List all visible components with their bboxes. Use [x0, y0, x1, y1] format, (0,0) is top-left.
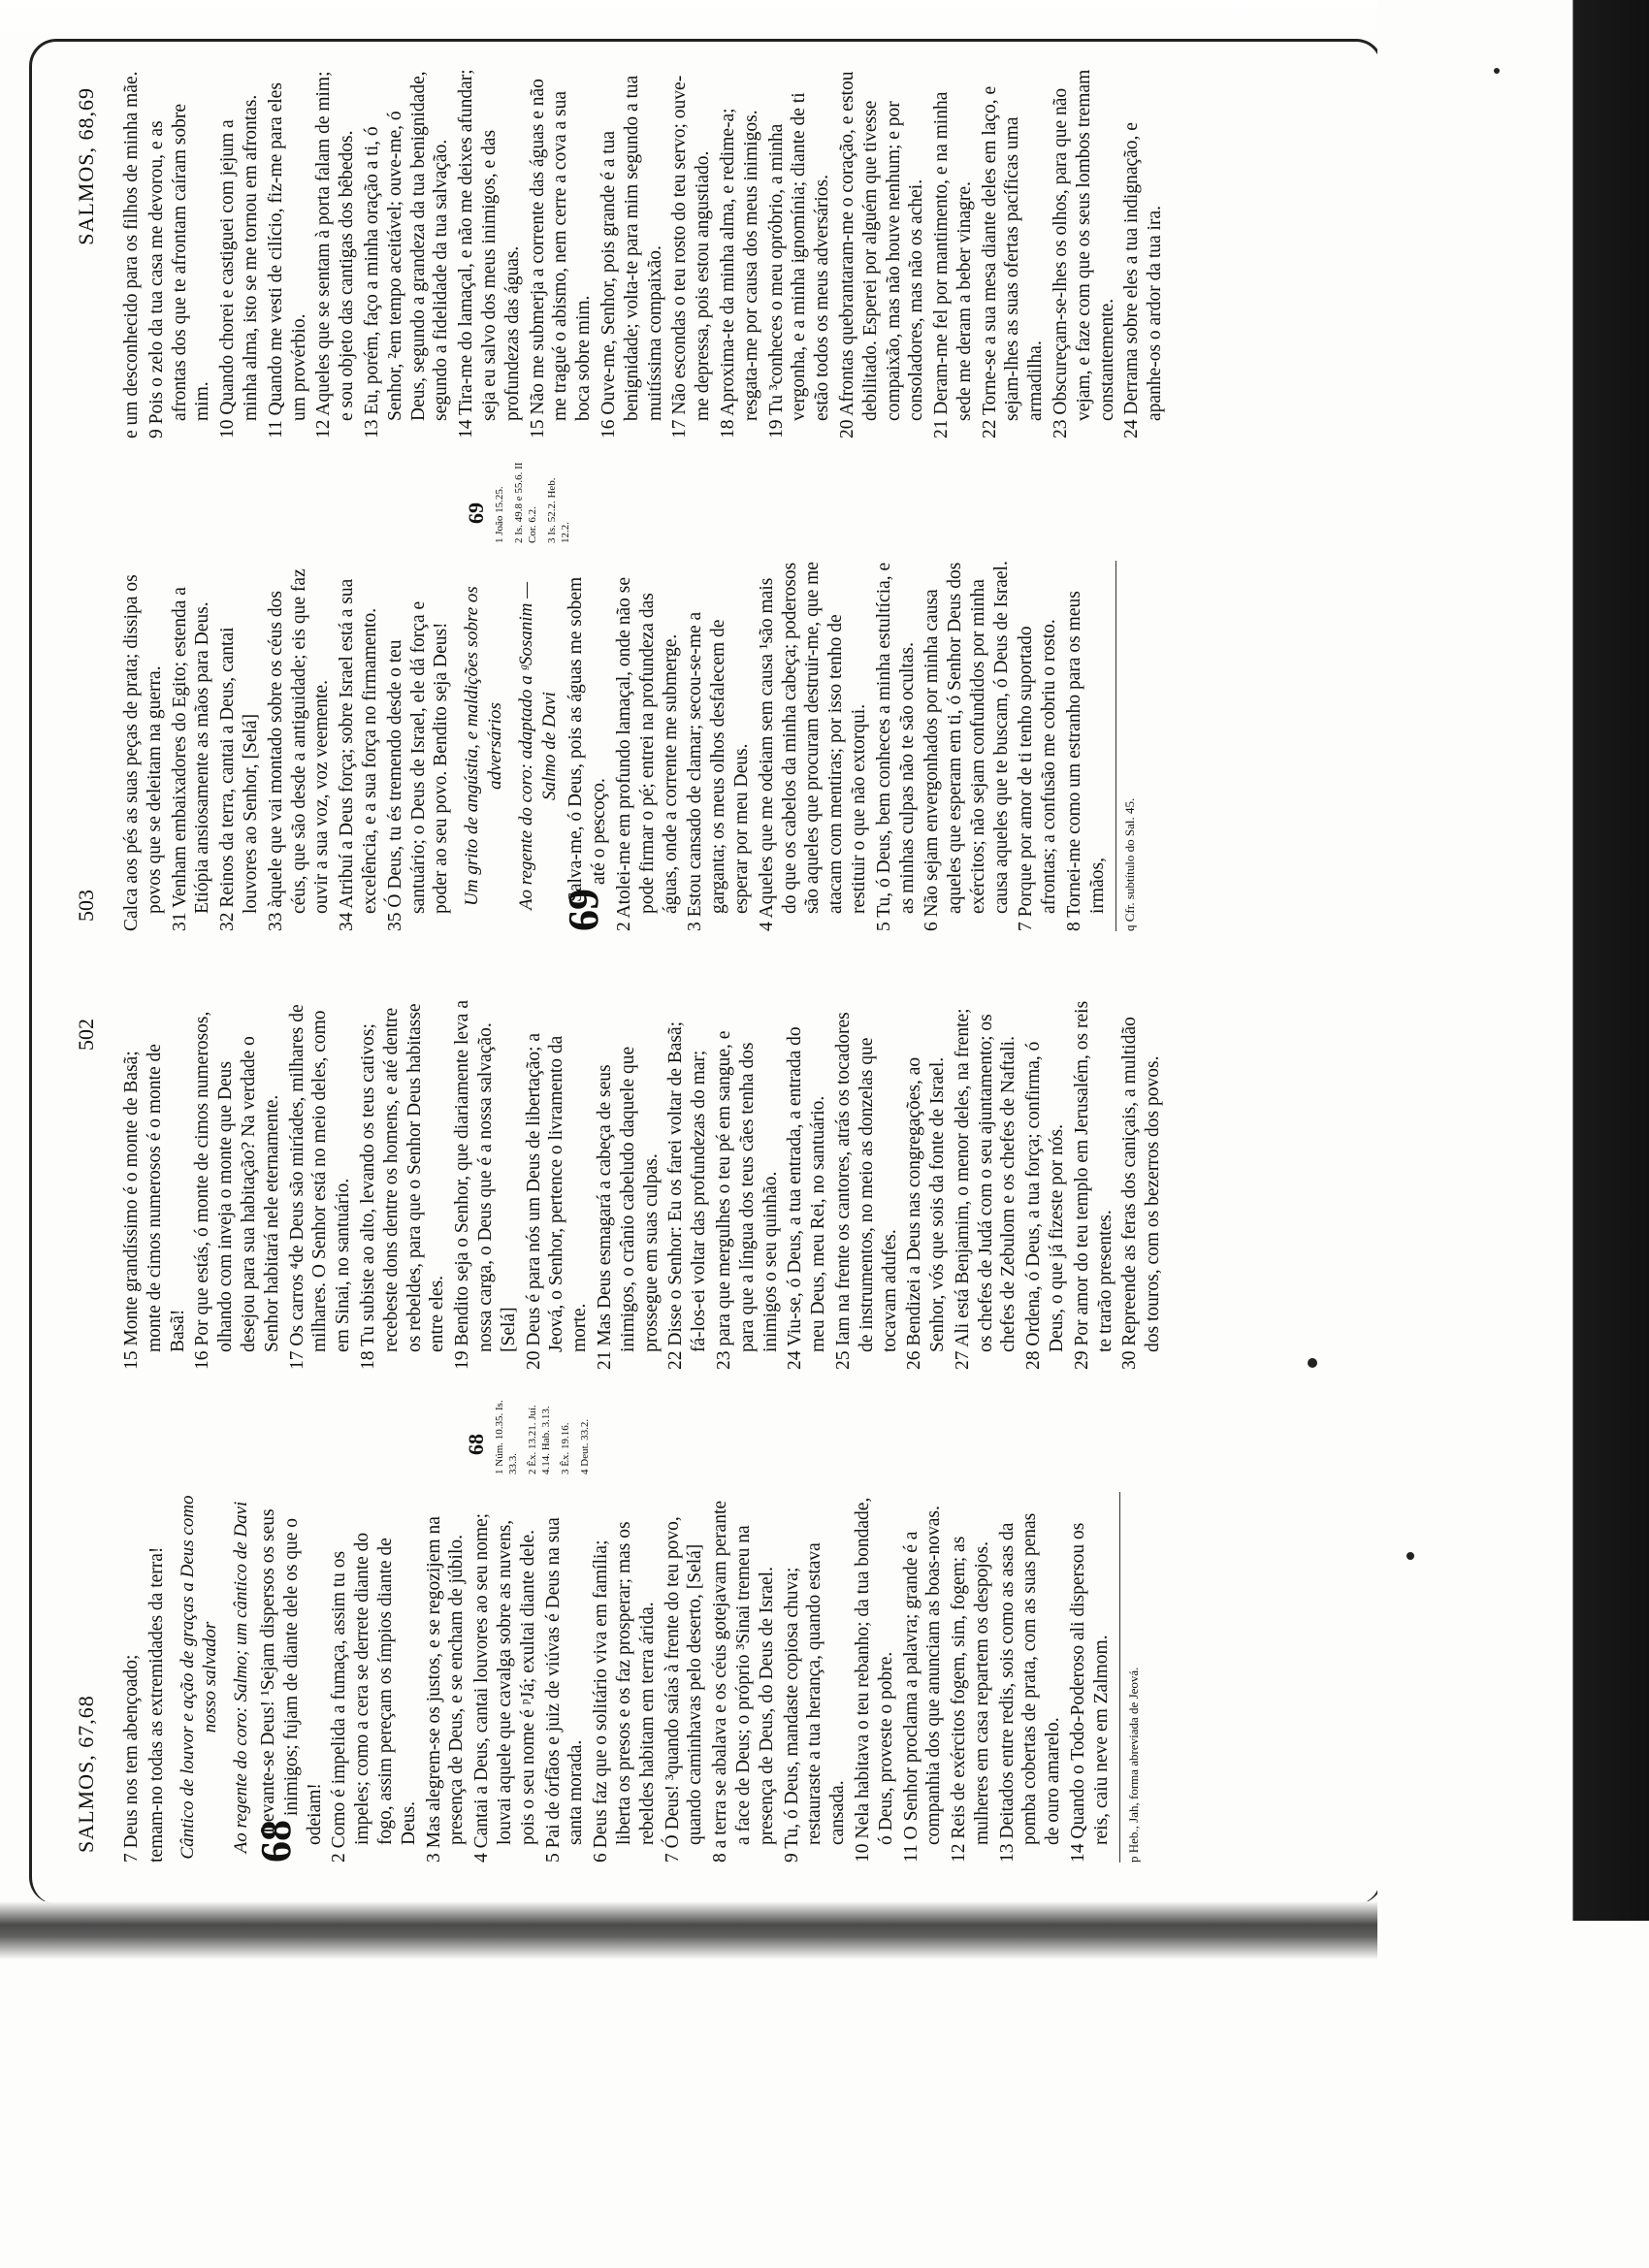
- verse: 20 Deus é para nós um Deus de libertação; a Jeová, o Senhor, pertence o livramento da morte.: [523, 1032, 591, 1370]
- left-running-title: SALMOS, 67,68: [74, 1695, 98, 1853]
- verse: 20 Afrontas quebrantaram-me o coração, e estou debilitado. Esperei por alguém que tivesse compaixão, mas não houve nenhum; e por consoladores, mas não os achei.: [836, 71, 927, 438]
- verse: 10 Quando chorei e castiguei com jejum a minha alma, isto se me tornou em afrontas.: [217, 94, 261, 438]
- verse: 24 Viu-se, ó Deus, a tua entrada, a entrada do meu Deus, meu Rei, no santuário.: [785, 1026, 829, 1370]
- verse: 32 Reinos da terra, cantai a Deus, cantai louvores ao Senhor, [Selá]: [217, 627, 261, 931]
- psalm-heading: Um grito de angústia, e maldições sobre os adversários: [462, 586, 505, 906]
- right-cross-references: [120, 456, 1377, 543]
- verse: e um desconhecido para os filhos de minha mãe.: [121, 71, 142, 438]
- verse: 4 Aqueles que me odeiam sem causa ¹são mais do que os cabelos da minha cabeça; poderosos são aqueles que procuram destruir-me, que me atacam com mentiras; por isso tenho de restituir o que não extorqui.: [756, 562, 869, 931]
- verse: temam-no todas as extremidades da terra!: [146, 1546, 167, 1863]
- verse: 12 Aqueles que se sentam à porta falam de mim; e sou objeto das cantigas dos bêbedos.: [313, 71, 358, 438]
- refs-psalm-number: 69: [464, 502, 488, 524]
- verse: 11 Quando me vesti de cilício, fiz-me para eles um provérbio.: [265, 82, 309, 438]
- footnote: p Heb., Jah, forma abreviada de Jeová.: [1119, 1492, 1146, 1863]
- left-page: [68, 980, 1387, 1892]
- verse: 9 Pois o zelo da tua casa me devorou, e as afrontas dos que te afrontam caíram sobre mim.: [146, 103, 213, 438]
- verse: 22 Torne-se a sua mesa diante deles em laço, e sejam-lhes as suas ofertas pacíficas uma armadilha.: [979, 85, 1047, 438]
- verse: 15 Não me submerja a corrente das águas e não me tragué o abismo, nem cerre a cova a sua boca sobre mim.: [527, 79, 595, 438]
- verse: 34 Atribuí a Deus força; sobre Israel está a sua excelência, e a sua força no firmamento.: [337, 578, 380, 931]
- cross-reference: 1 João 15.25.: [494, 486, 505, 543]
- verse: 28 Ordena, ó Deus, a tua força; confirma, ó Deus, o que já fizeste por nós.: [1023, 1041, 1068, 1370]
- left-column-1: [120, 1492, 1377, 1863]
- verse: 6 Deus faz que o solitário viva em família; liberta os presos e os faz prosperar; mas os rebeldes habitam em terra árida.: [591, 1521, 658, 1863]
- refs-psalm-number: 68: [464, 1434, 488, 1455]
- scan-speck: [1308, 1358, 1317, 1368]
- book-spine-shadow: [0, 1901, 1377, 1960]
- verse: 18 Aproxima-te da minha alma, e redime-a; resgata-me por causa dos meus inimigos.: [717, 108, 761, 438]
- verse: 3 Mas alegrem-se os justos, e se regozijem na presença de Deus, e se encham de júbilo.: [423, 1516, 468, 1863]
- verse: 11 O Senhor proclama a palavra; grande é a companhia dos que anunciam as boas-novas.: [900, 1506, 945, 1863]
- verse: 8 Tornei-me como um estranho para os meus irmãos,: [1064, 591, 1108, 931]
- right-running-title: SALMOS, 68,69: [74, 87, 98, 245]
- right-page-number: 503: [74, 890, 98, 922]
- verse: 2 Como é impelida a fumaça, assim tu os impeles; como a cera se derrete diante do fogo, assim pereçam os ímpios diante de Deus.: [329, 1532, 419, 1863]
- verse: 21 Mas Deus esmagará a cabeça de seus inimigos, o crânio cabeludo daquele que prossegue em suas culpas.: [594, 1046, 662, 1370]
- left-page-number: 502: [74, 1019, 98, 1051]
- verse: 19 Tu ³conheces o meu opróbrio, a minha vergonha, e a minha ignomínia; diante de ti estão todos os meus adversários.: [765, 92, 833, 438]
- verse: 12 Reis de exércitos fogem, sim, fogem; as mulheres em casa repartem os despojos.: [949, 1536, 992, 1863]
- verse: 16 Ouve-me, Senhor, pois grande é a tua benignidade; volta-te para mim segundo a tua muitíssima compaixão.: [598, 75, 665, 438]
- left-cross-references: [120, 1387, 1377, 1474]
- verse: 9 Tu, ó Deus, mandaste copiosa chuva; restauraste a tua herança, quando estava cansada.: [781, 1542, 849, 1863]
- verse: 69 Salva-me, ó Deus, pois as águas me sobem até o pescoço.: [560, 576, 610, 931]
- scan-speck: [1406, 1552, 1414, 1560]
- verse: 2 Atolei-me em profundo lamaçal, onde não se pode firmar o pé; entrei na profundeza das águas, onde a corrente me submerge.: [613, 577, 681, 931]
- right-page: [68, 49, 1387, 960]
- psalm-heading: Ao regente do coro: adaptado a ᵍSosanim — Salmo de Davi: [515, 581, 560, 911]
- verse: 27 Ali está Benjamim, o menor deles, na frente; os chefes de Judá com o seu ajuntamento; os chefes de Zebulom e os chefes de Naftali.: [952, 1008, 1019, 1370]
- footnote: q Cfr. subtítulo do Sal. 45.: [1116, 561, 1142, 931]
- scanner-bottom-right-blank: [1377, 1921, 1649, 2268]
- left-running-head: [68, 980, 107, 1892]
- verse: 8 a terra se abalava e os céus gotejavam perante a face de Deus; o próprio ³Sinai tremeu na presença de Deus, do Deus de Israel.: [710, 1500, 777, 1863]
- verse: 5 Tu, ó Deus, bem conheces a minha estultícia, e as minhas culpas não te são ocultas.: [873, 562, 918, 931]
- verse: 30 Repreende as feras dos caniçais, a multidão dos touros, com os bezerros dos povos.: [1119, 1017, 1164, 1370]
- verse: 25 Iam na frente os cantores, atrás os tocadores de instrumentos, no meio as donzelas que tocavam adufes.: [832, 1012, 900, 1370]
- rotated-book-spread: [68, 49, 1387, 1892]
- verse: 5 Pai de órfãos e juiz de viúvas é Deus na sua santa morada.: [542, 1517, 587, 1863]
- verse: Calca aos pés as suas peças de prata; dissipa os povos que se deleitam na guerra.: [121, 574, 165, 931]
- right-column-1: [120, 561, 1377, 931]
- verse: 15 Monte grandíssimo é o monte de Basã; monte de cimos numerosos é o monte de Basã!: [121, 1044, 188, 1370]
- verse: 17 Não escondas o teu rosto do teu servo; ouve-me depressa, pois estou angustiado.: [669, 75, 714, 438]
- scan-speck: [1494, 68, 1500, 74]
- right-running-head: [68, 49, 107, 960]
- verse: 7 Deus nos tem abençoado;: [121, 1654, 142, 1863]
- cross-reference: 1 Núm. 10.35. Is. 33.3.: [494, 1400, 519, 1474]
- verse: 19 Bendito seja o Senhor, que diariamente leva a nossa carga, o Deus que é a nossa salvação. [Selá]: [452, 1000, 519, 1370]
- psalm-heading: Cântico de louvor e ação de graças a Deus como nosso salvador: [177, 1495, 221, 1860]
- cross-reference: 4 Deut. 33.2.: [579, 1418, 591, 1474]
- verse: 13 Eu, porém, faço a minha oração a ti, ó Senhor, ²em tempo aceitável; ouve-me, ó Deus, segundo a grandeza da tua benignidade, segundo a fidelidade da tua salvação.: [361, 71, 452, 438]
- left-column-2: [120, 999, 1377, 1370]
- verse: 3 Estou cansado de clamar; secou-se-me a garganta; os meus olhos desfalecem de esperar por meu Deus.: [685, 611, 752, 931]
- verse: 14 Tira-me do lamaçal, e não me deixes afundar; seja eu salvo dos meus inimigos, e das profundezas das águas.: [456, 69, 523, 438]
- verse: 31 Venham embaixadores do Egito; estenda a Etiópia ansiosamente as mãos para Deus.: [169, 587, 213, 931]
- verse: 10 Nela habitava o teu rebanho; da tua bondade, ó Deus, proveste o pobre.: [852, 1497, 896, 1863]
- verse: 16 Por que estás, ó monte de cimos numerosos, olhando com inveja o monte que Deus desejou para sua habitação? Na verdade o Senhor habitará nele eternamente.: [192, 1011, 282, 1370]
- verse: 68 Levante-se Deus! ¹Sejam dispersos os seus inimigos; fujam de diante dele os que o odeiam!: [251, 1508, 325, 1863]
- cross-reference: 3 Êx. 19.16.: [560, 1422, 571, 1474]
- verse: 26 Bendizei a Deus nas congregações, ao Senhor, vós que sois da fonte de Israel.: [904, 1056, 949, 1370]
- psalm-number: 69: [560, 889, 608, 931]
- verse: 13 Deitados entre redis, sois como as asas da pomba cobertas de prata, com as suas penas de ouro amarelo.: [996, 1512, 1064, 1863]
- cross-reference: 2 Is. 49.8 e 55.6. II Cor. 6.2.: [513, 462, 538, 543]
- left-columns: [120, 999, 1377, 1863]
- cross-reference: 3 Is. 52.2. Heb. 12.2.: [546, 477, 571, 543]
- cross-reference: 2 Êx. 13.21. Juí. 4.14. Hab. 3.13.: [527, 1405, 552, 1474]
- verse: 14 Quando o Todo-Poderoso ali dispersou os reis, caiu neve em Zalmom.: [1068, 1522, 1112, 1863]
- verse: 4 Cantai a Deus, cantai louvores ao seu nome; louvai aquele que cavalga sobre as nuvens, pois o seu nome é ᵖJá; exultai diante dele.: [471, 1512, 538, 1863]
- verse: 29 Por amor do teu templo em Jerusalém, os reis te trarão presentes.: [1071, 1000, 1116, 1370]
- psalm-number: 68: [251, 1820, 300, 1863]
- verse: 7 Porque por amor de ti tenho suportado afrontas; a confusão me cobriu o rosto.: [1016, 619, 1060, 931]
- verse: 35 Ó Deus, tu és tremendo desde o teu santuário; o Deus de Israel, ele dá força e poder ao seu povo. Bendito seja Deus!: [384, 600, 452, 931]
- right-column-2: [120, 68, 1377, 438]
- psalm-heading: Ao regente do coro: Salmo; um cântico de Davi: [231, 1501, 252, 1854]
- verse: 33 àquele que vai montado sobre os céus dos céus, que são desde a antiguidade; eis que faz ouvir a sua voz, voz veemente.: [265, 568, 333, 931]
- verse: 6 Não sejam envergonhados por minha causa aqueles que esperam em ti, ó Senhor Deus dos exércitos; não sejam confundidos por minha causa aqueles que te buscam, ó Deus de Israel.: [922, 561, 1012, 931]
- right-columns: [120, 68, 1377, 931]
- verse: 24 Derrama sobre eles a tua indignação, e apanhe-os o ardor da tua ira.: [1121, 122, 1166, 438]
- verse: 22 Disse o Senhor: Eu os farei voltar de Basã; fá-los-ei voltar das profundezas do mar;: [665, 1021, 710, 1370]
- verse: 23 Obscureçam-se-lhes os olhos, para que não vejam, e faze com que os seus lombos tremam constantemente.: [1051, 69, 1117, 438]
- verse: 21 Deram-me fel por mantimento, e na minha sede me deram a beber vinagre.: [931, 91, 975, 438]
- verse: 7 Ó Deus! ³quando saías à frente do teu povo, quando caminhavas pelo deserto, [Selá]: [662, 1516, 706, 1863]
- verse: 23 para que mergulhes o teu pé em sangue, e para que a língua dos teus cães tenha dos inimigos o seu quinhão.: [713, 1030, 781, 1370]
- verse: 18 Tu subiste ao alto, levando os teus cativos; recebeste dons dentre os homens, e até dentre os rebeldes, para que o Senhor Deus habitasse entre eles.: [357, 1003, 448, 1370]
- verse: 17 Os carros ⁴de Deus são miríades, milhares de milhares. O Senhor está no meio deles, como em Sinai, no santuário.: [286, 1004, 354, 1370]
